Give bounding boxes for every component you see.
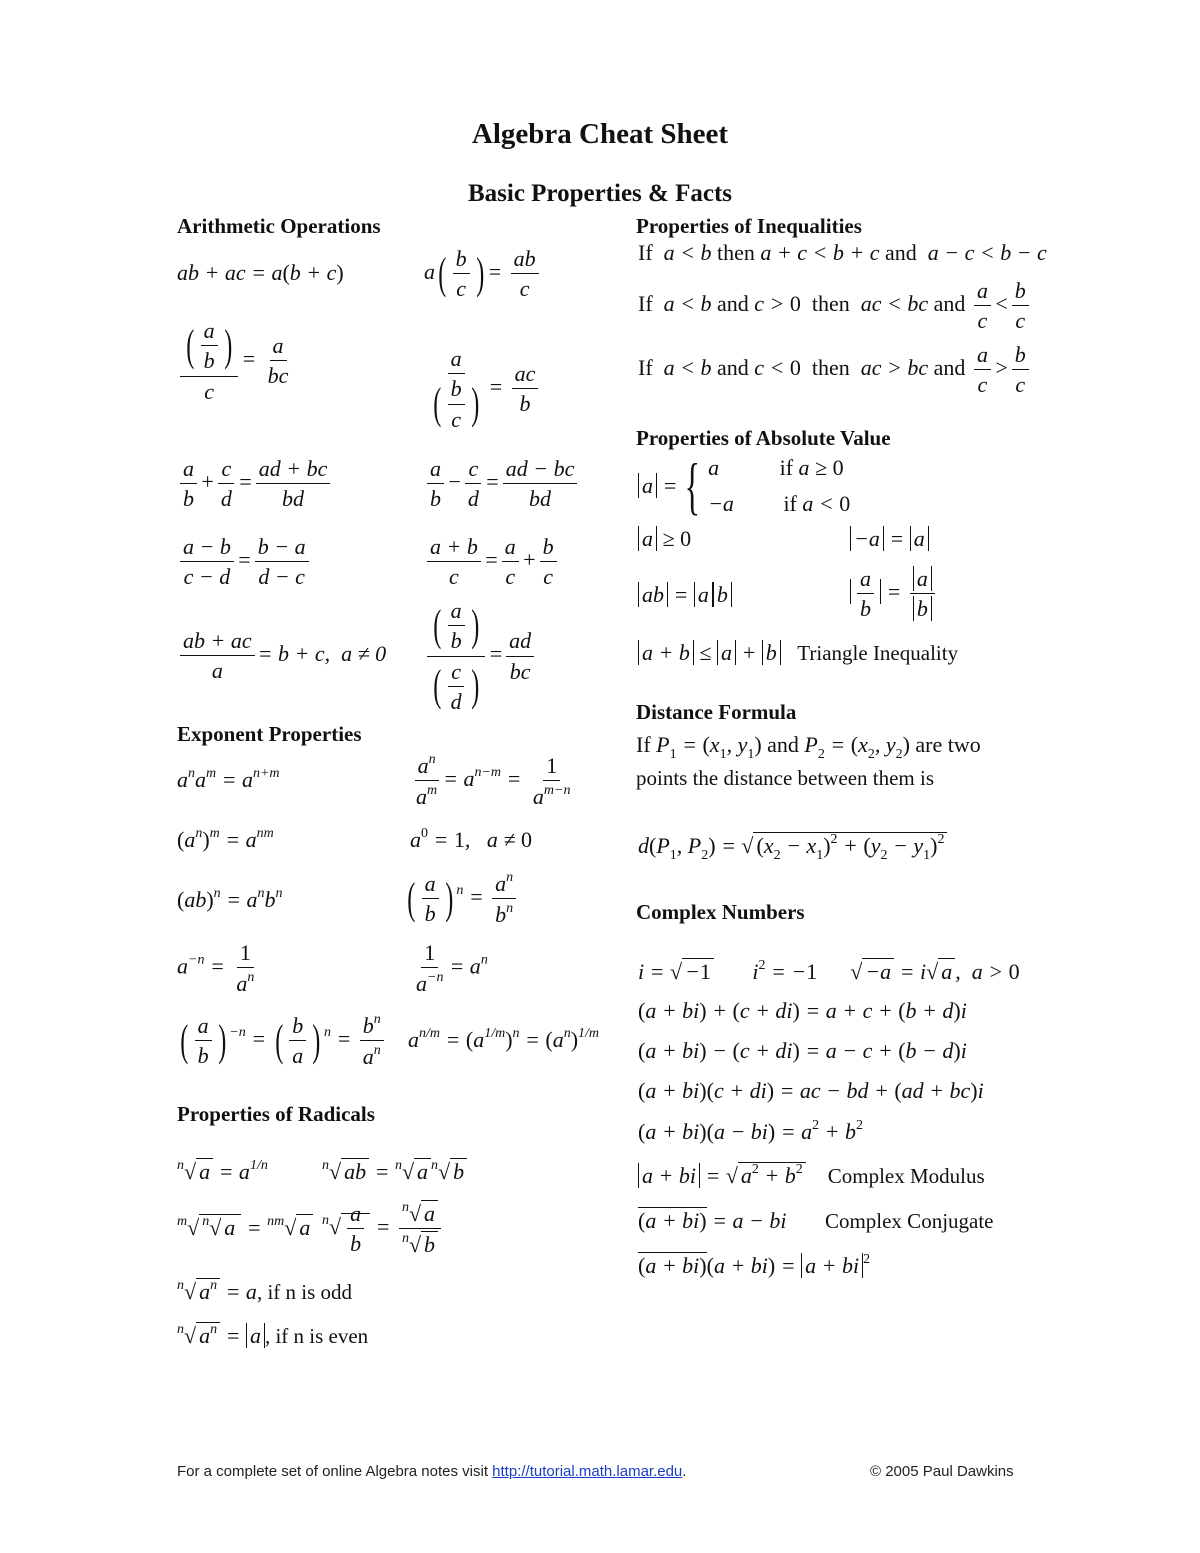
formula-abs-def: a ={ a if a ≥ 0 −a if a < 0 <box>638 450 850 522</box>
footer-note <box>177 1463 686 1480</box>
formula-abs-neg: −a = a <box>850 526 929 552</box>
label-if-even: , if n is even <box>264 1324 369 1348</box>
formula-complex-subtract: (a + bi) − (c + di) = a − c + (b − d)i <box>638 1038 967 1063</box>
formula-exp-rational: $a^{n/m} = (a^{1/m})^n = (a^n)^{1/m}$ <box>408 1026 600 1052</box>
formula-radical-odd: $^n$√ $a^n = a$, if n is odd <box>177 1278 353 1304</box>
formula-frac-add: $\frac{a}{b}$ + $\frac{c}{d}$ = $\frac{ad + bc}{bd}$ <box>177 456 333 512</box>
page-title: Algebra Cheat Sheet <box>471 118 729 150</box>
footer-prefix: For a complete set of online Algebra notes visit <box>177 1463 493 1480</box>
formula-complex-fraction: ( $\frac{a}{b}$ ) ( $\frac{c}{d}$ ) = $\frac{ad}{bc}$ <box>424 598 537 714</box>
formula-a-over-frac: a ( $\frac{b}{c}$ ) = $\frac{ac}{b}$ <box>424 346 541 432</box>
footer-copyright: © 2005 Paul Dawkins <box>870 1463 1014 1480</box>
formula-frac-split: $\frac{a + b}{c}$ = $\frac{a}{c}$ + $\frac{b}{c}$ <box>424 534 560 590</box>
label-triangle-inequality: Triangle Inequality <box>797 641 959 665</box>
formula-distance-text: If $P_1 = (x_1$, $y_1$) and $P_2 = (x_2$, $y_2$) are two <box>636 732 981 762</box>
heading-absolute: Properties of Absolute Value <box>636 426 891 450</box>
formula-complex-conj-modulus: (a + bi)(a + bi) = a + bi $^2$ <box>638 1252 871 1278</box>
formula-frac-over-c: ( $\frac{a}{b}$ ) c = $\frac{a}{bc}$ <box>177 318 294 404</box>
formula-radical-nested: $^m$√ $^n$√ a = $^{nm}$√ a <box>177 1214 313 1241</box>
formula-exp-power: $(a^n)^m = a^{nm}$ <box>177 826 274 852</box>
formula-ineq-add: If a < b then a + c < b + c and a − c < b − c <box>638 240 1047 265</box>
formula-triangle-inequality: a + b ≤ a + b Triangle Inequality <box>638 640 958 666</box>
formula-exp-negative-reciprocal: $\frac{1}{a^{-n}}$ = $a^n$ <box>416 940 488 997</box>
heading-complex: Complex Numbers <box>636 900 805 924</box>
formula-exp-quotient: $\frac{a^n}{a^m}$ = $a^{n-m}$ = $\frac{1}{a^{m-n}}$ <box>416 752 571 810</box>
formula-complex-modulus: a + bi = √ $a^2 + b^2$ Complex Modulus <box>638 1162 985 1189</box>
formula-distributive: ab + ac = a(b + c) <box>177 260 344 285</box>
formula-radical-def: $^n$√ $a = a^{1/n}$ <box>177 1158 268 1184</box>
formula-frac-subtract: $\frac{a}{b}$ − $\frac{c}{d}$ = $\frac{ad - bc}{bd}$ <box>424 456 580 512</box>
formula-abs-nonneg: a ≥ 0 <box>638 526 691 552</box>
label-complex-modulus: Complex Modulus <box>827 1164 985 1188</box>
formula-complex-conj-product: $(a + bi)(a - bi) = a^2 + b^2$ <box>638 1118 863 1144</box>
formula-a-times-b-over-c: a ( $\frac{b}{c}$ ) = $\frac{ab}{c}$ <box>424 246 542 302</box>
heading-radicals: Properties of Radicals <box>177 1102 375 1126</box>
label-if-odd: , if n is odd <box>256 1280 353 1304</box>
formula-exp-product: $a^na^m = a^{n+m}$ <box>177 766 280 792</box>
heading-inequalities: Properties of Inequalities <box>636 214 862 238</box>
formula-radical-quotient: $^n$√ $\frac{a}{b}$ = $\frac{^n√ a}{^n√ b}$ <box>322 1200 444 1258</box>
heading-distance: Distance Formula <box>636 700 797 724</box>
formula-complex-conjugate: (a + bi) = a − bi Complex Conjugate <box>638 1208 994 1233</box>
distance-text-line2: points the distance between them is <box>636 766 935 790</box>
formula-ineq-mult-positive: If a < b and c > 0 then ac < bc and $\frac{a}{c}$ < $\frac{b}{c}$ <box>638 278 1032 334</box>
page-subtitle: Basic Properties & Facts <box>467 180 733 207</box>
formula-ineq-mult-negative: If a < b and c < 0 then ac > bc and $\frac{a}{c}$ > $\frac{b}{c}$ <box>638 342 1032 398</box>
formula-exp-quotient-power: ( $\frac{a}{b}$ ) $^n$ = $\frac{a^n}{b^n}$ <box>404 870 519 928</box>
formula-radical-even: $^n$√ $a^n = a$ , if n is even <box>177 1322 369 1348</box>
heading-arithmetic: Arithmetic Operations <box>177 214 381 238</box>
formula-abs-quotient: $\frac{a}{b}$ = $\frac{a}{b}$ <box>850 566 938 622</box>
formula-exp-flip: ( $\frac{a}{b}$ ) $^{-n}$ = ( $\frac{b}{a}$ ) $^n$ = $\frac{b^n}{a^n}$ <box>177 1012 387 1070</box>
formula-complex-add: (a + bi) + (c + di) = a + c + (b + d)i <box>638 998 967 1023</box>
formula-frac-sign-swap: $\frac{a - b}{c - d}$ = $\frac{b - a}{d - c}$ <box>177 534 312 590</box>
label-complex-conjugate: Complex Conjugate <box>824 1209 994 1233</box>
formula-distance: $d(P_1$, $P_2$) = √ $(x_2 - x_1)^2 + (y_2 - y_1)^2$ <box>638 832 947 864</box>
formula-exp-negative: $a^{-n}$ = $\frac{1}{a^n}$ <box>177 940 255 997</box>
footer-link[interactable]: http://tutorial.math.lamar.edu <box>492 1463 683 1480</box>
formula-exp-zero: $a^0 = 1$, a ≠ 0 <box>410 826 532 852</box>
formula-radical-product: $^n$√ ab = $^n$√ a $^n$√ b <box>322 1158 467 1185</box>
formula-complex-i: i = √ −1 $i^2 = -1$ √ −a = i√ a , a > 0 <box>638 958 1020 984</box>
heading-exponent: Exponent Properties <box>177 722 362 746</box>
formula-cancel: $\frac{ab + ac}{a}$ = b + c, a ≠ 0 <box>177 628 386 684</box>
formula-complex-multiply: (a + bi)(c + di) = ac − bd + (ad + bc)i <box>638 1078 984 1103</box>
formula-abs-product: ab = a b <box>638 582 732 608</box>
formula-exp-product-power: $(ab)^n = a^nb^n$ <box>177 886 283 912</box>
footer-suffix: . <box>682 1463 687 1480</box>
